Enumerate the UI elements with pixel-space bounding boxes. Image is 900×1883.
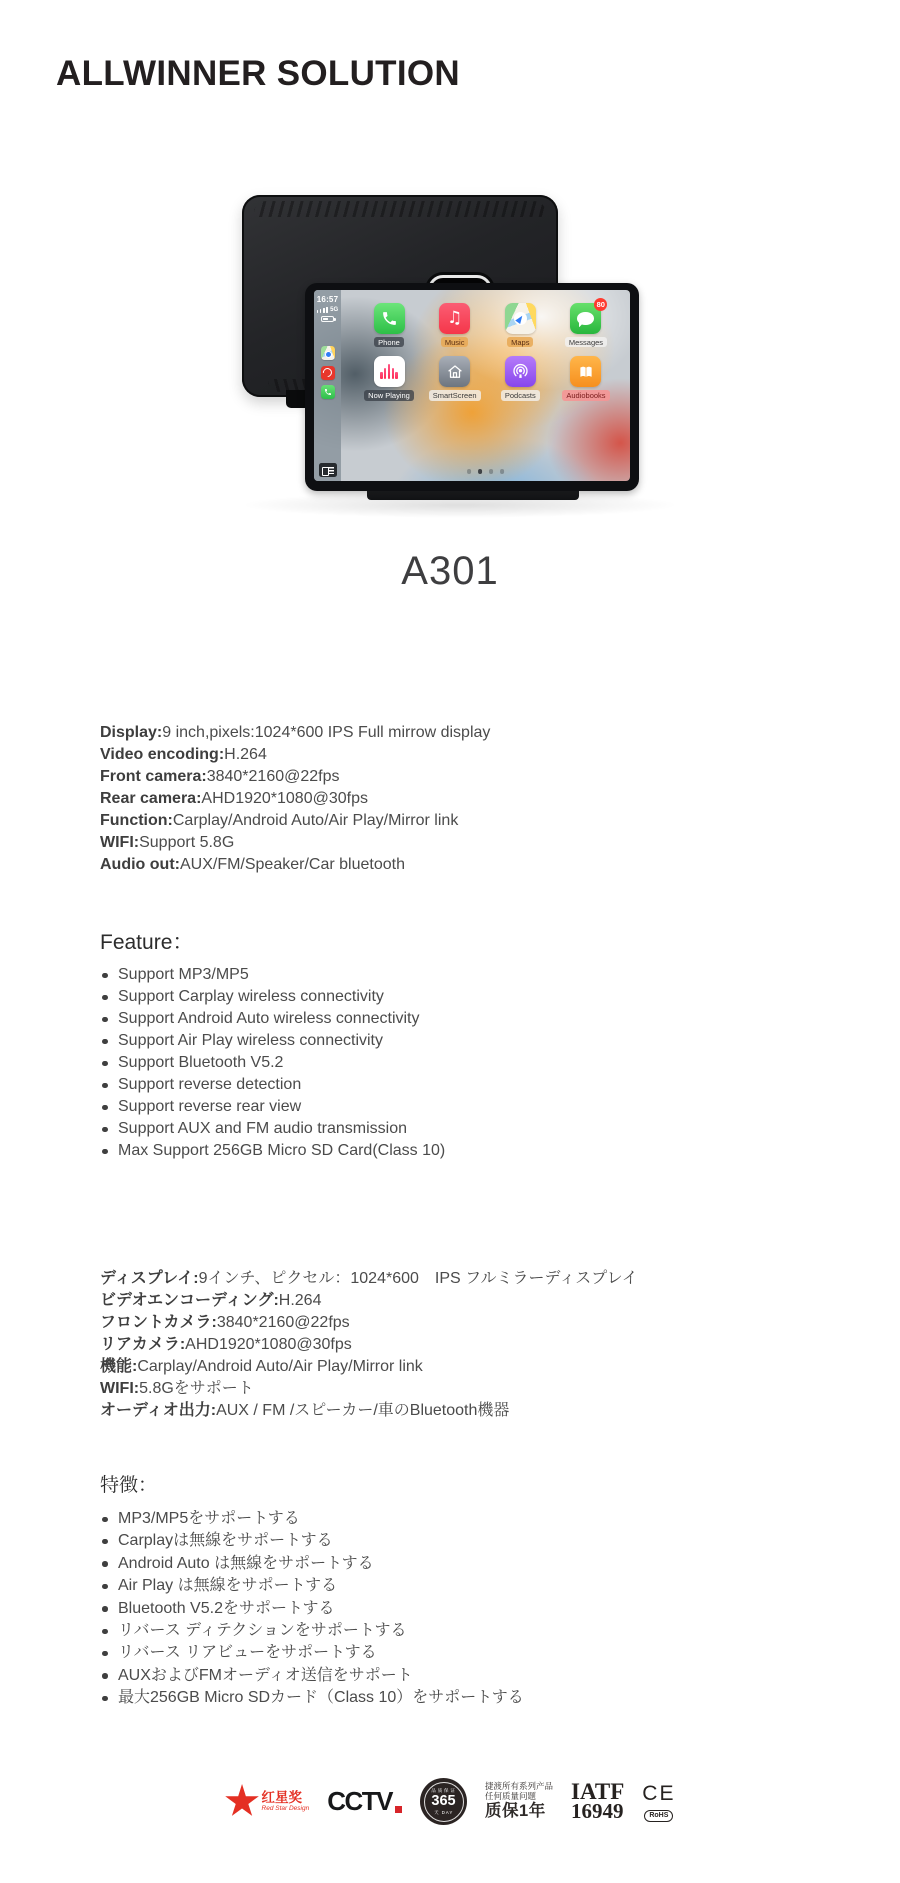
spec-label: リアカメラ: [100,1336,186,1353]
spec-label: オーディオ出力: [100,1402,217,1419]
badge-unit: 天 DAY [433,1810,454,1816]
product-image [180,140,720,520]
spec-line [100,1334,638,1356]
phone-app-icon [374,303,405,334]
app-music [423,303,487,347]
page-dot [467,469,472,474]
spec-label: ビデオエンコーディング: [100,1292,279,1309]
notification-badge: 80 [594,298,607,311]
spec-label: WIFI: [100,834,140,851]
redstar-award-logo [225,1784,310,1819]
feature-item: Air Play は無線をサポートする [100,1575,524,1597]
phone-handset-icon [324,388,332,396]
page-dot [500,469,505,474]
page-indicator-dots [467,469,505,474]
app-label: Music [441,337,469,347]
phone-mini-icon [321,385,335,399]
spec-label: ディスプレイ: [100,1270,199,1287]
app-row [353,300,622,347]
specs-japanese [100,1268,638,1422]
app-phone [357,303,421,347]
audiobooks-app-icon [570,356,601,387]
spec-value: 3840*2160@22fps [206,768,340,785]
app-messages [554,300,618,347]
spec-line [100,854,490,876]
feature-item: Max Support 256GB Micro SD Card(Class 10) [100,1140,445,1162]
product-model: A301 [401,549,499,593]
app-now-playing [357,356,421,400]
carplay-screen [314,290,630,481]
podcast-icon [511,362,530,381]
specs-english [100,722,490,876]
feature-item: Support Android Auto wireless connectivity [100,1008,445,1030]
spec-line [100,1312,638,1334]
maps-app-icon [505,303,536,334]
app-label: SmartScreen [429,390,481,400]
features-list-en [100,964,445,1162]
app-maps [488,303,552,347]
feature-item: Support Carplay wireless connectivity [100,986,445,1008]
network-label: 5G [330,306,339,313]
spec-label: 機能: [100,1358,138,1375]
messages-app-icon [570,300,605,334]
spec-value: H.264 [278,1292,322,1309]
feature-item: 最大256GB Micro SDカード（Class 10）をサポートする [100,1687,524,1709]
app-podcasts [488,356,552,400]
features-heading-en: Feature： [100,931,194,954]
features-heading-jp: 特徴： [100,1475,158,1496]
feature-item: Android Auto は無線をサポートする [100,1553,524,1575]
ce-mark: CE [642,1781,676,1805]
app-label: Now Playing [364,390,414,400]
warranty-line: 捷渡所有系列产品 [485,1780,554,1791]
spec-value: 5.8Gをサポート [139,1380,254,1397]
spec-line [100,766,490,788]
feature-item: MP3/MP5をサポートする [100,1508,524,1530]
carplay-sidebar [314,290,341,481]
spec-line [100,1290,638,1312]
feature-item: Support MP3/MP5 [100,964,445,986]
phone-handset-icon [381,310,398,327]
signal-bars-icon [317,310,319,312]
cctv-red-square-icon [395,1806,402,1813]
device-front-view [305,283,639,491]
feature-item: Support AUX and FM audio transmission [100,1118,445,1140]
spec-label: Rear camera: [100,790,202,807]
music-app-icon [439,303,470,334]
spec-value: AUX/FM/Speaker/Car bluetooth [179,856,405,873]
spec-line [100,1378,638,1400]
spec-value: Carplay/Android Auto/Air Play/Mirror link [172,812,459,829]
redstar-title: 红星奖 [261,1789,303,1805]
spec-value: AHD1920*1080@30fps [201,790,368,807]
app-row [353,356,622,400]
badge-top-text: 品质保证 [430,1788,457,1794]
status-time: 16:57 [316,295,339,304]
app-audiobooks [554,356,618,400]
equalizer-bars-icon [380,364,397,379]
sidebar-recent-apps [321,346,335,399]
warranty-highlight: 质保1年 [485,1802,546,1821]
cctv-logo: CCTV [327,1786,402,1817]
features-list-jp [100,1508,524,1710]
podcasts-app-icon [505,356,536,387]
spec-line [100,832,490,854]
spec-line [100,1268,638,1290]
chat-bubble-icon [577,312,594,325]
certification-logos [0,1778,900,1825]
spec-line [100,788,490,810]
spec-value: AUX / FM /スピーカー/車のBluetooth機器 [216,1402,510,1419]
navigation-arrow-icon [514,312,527,325]
house-icon [446,363,464,381]
now-playing-app-icon [374,356,405,387]
iatf-16949-logo: IATF 16949 [571,1778,625,1824]
spec-line [100,1400,638,1422]
red-star-icon [225,1784,260,1819]
spec-line [100,810,490,832]
feature-item: Support Bluetooth V5.2 [100,1052,445,1074]
feature-item: リバース ディテクションをサポートする [100,1620,524,1642]
app-grid-dock-icon [319,463,337,477]
spec-label: フロントカメラ: [100,1314,217,1331]
spec-value: 3840*2160@22fps [216,1314,350,1331]
open-book-icon [577,363,595,381]
warranty-text [485,1781,553,1822]
spec-label: Display: [100,724,163,741]
redstar-subtitle: Red Star Design [261,1805,310,1813]
app-smartscreen [423,356,487,400]
spec-label: Audio out: [100,856,180,873]
page-title: ALLWINNER SOLUTION [56,54,460,93]
spec-value: 9インチ、ピクセル：1024*600 IPS フルミラーディスプレイ [198,1270,638,1287]
page-dot-active [478,469,483,474]
spec-value: H.264 [224,746,267,763]
spec-label: Video encoding: [100,746,225,763]
spec-line [100,744,490,766]
warranty-line: 任何质量问题 [485,1791,537,1802]
spec-label: Function: [100,812,173,829]
app-label: Maps [507,337,533,347]
app-label: Podcasts [501,390,540,400]
spec-label: WIFI: [100,1380,140,1397]
music-note-icon: ♫ [447,308,463,328]
carplay-home-grid [341,290,630,481]
signal-indicator [317,307,338,313]
battery-icon [321,316,334,323]
spec-value: AHD1920*1080@30fps [185,1336,352,1353]
rohs-mark: RoHS [644,1810,673,1822]
smartscreen-app-icon [439,356,470,387]
spec-value: Carplay/Android Auto/Air Play/Mirror link [137,1358,423,1375]
spec-value: Support 5.8G [139,834,235,851]
app-label: Audiobooks [562,390,609,400]
spec-line [100,722,490,744]
feature-item: リバース リアビューをサポートする [100,1642,524,1664]
feature-item: AUXおよびFMオーディオ送信をサポート [100,1665,524,1687]
app-label: Phone [374,337,404,347]
maps-mini-icon [321,346,335,360]
feature-item: Bluetooth V5.2をサポートする [100,1598,524,1620]
badge-days: 365 [431,1792,456,1809]
feature-item: Support reverse detection [100,1074,445,1096]
spec-value: 9 inch,pixels:1024*600 IPS Full mirrow display [162,724,491,741]
music-app-mini-icon [321,366,335,380]
app-label: Messages [565,337,607,347]
feature-item: Support Air Play wireless connectivity [100,1030,445,1052]
feature-item: Support reverse rear view [100,1096,445,1118]
page-dot [489,469,494,474]
feature-item: Carplayは無線をサポートする [100,1530,524,1552]
quality-365-badge [420,1778,467,1825]
spec-label: Front camera: [100,768,207,785]
spec-line [100,1356,638,1378]
